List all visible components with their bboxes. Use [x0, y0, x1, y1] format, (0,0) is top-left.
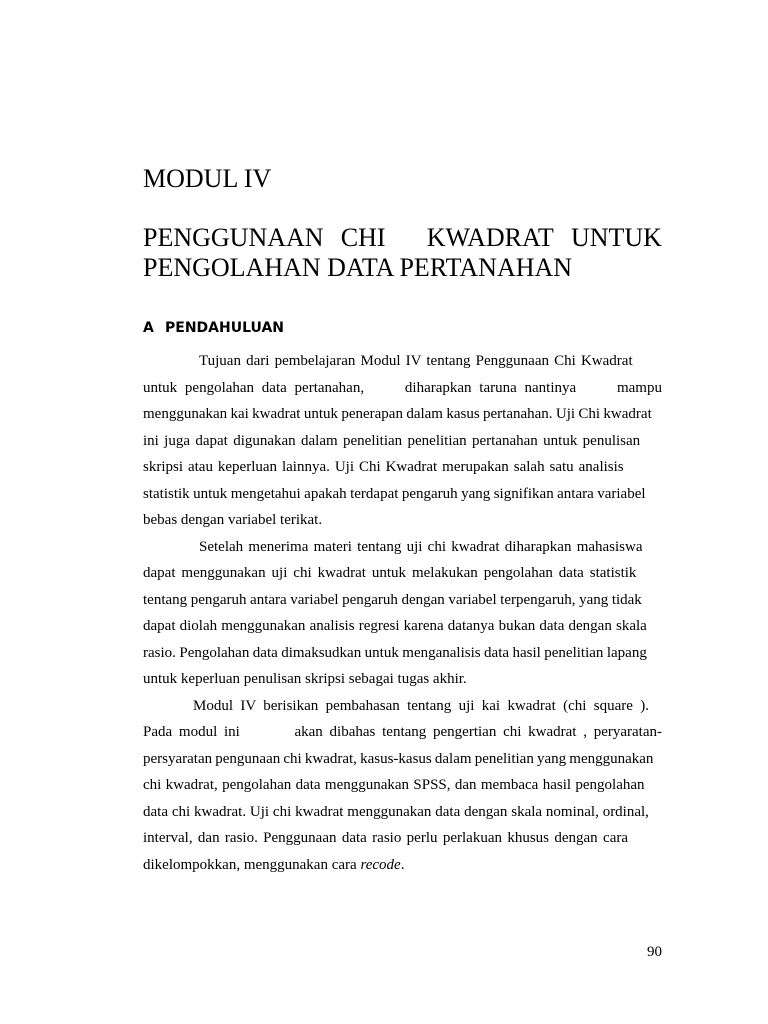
paragraph-line [143, 825, 662, 852]
main-title-word: UNTUK [570, 223, 662, 252]
line-text: Tujuan dari pembelajaran Modul IV tentang Penggunaan Chi Kwadrat [199, 353, 633, 369]
line-text: ini juga dapat digunakan dalam penelitian penelitian pertanahan untuk penulisan [143, 432, 641, 449]
paragraph-line [143, 719, 662, 746]
paragraph-line [143, 560, 662, 587]
line-text: rasio. Pengolahan data dimaksudkan untuk menganalisis data hasil penelitian lapang [143, 644, 647, 661]
line-text: untuk pengolahan data pertanahan, [143, 379, 365, 396]
line-text-start: dikelompokkan, menggunakan cara [143, 856, 357, 873]
section-title: PENDAHULUAN [165, 320, 284, 336]
paragraph-line [143, 481, 662, 508]
main-title-word: KWADRAT [426, 223, 554, 252]
section-letter: A [143, 320, 154, 336]
line-text: chi kwadrat, pengolahan data menggunakan SPSS, dan membaca hasil pengolahan [143, 777, 645, 793]
main-title-line-1 [143, 223, 662, 253]
line-text: akan dibahas tentang pengertian chi kwadrat , peryaratan- [294, 724, 662, 740]
line-text: interval, dan rasio. Penggunaan data rasio perlu perlakuan khusus dengan cara [143, 830, 628, 846]
line-text [143, 852, 404, 879]
paragraph-line [143, 666, 662, 693]
paragraph-line [143, 507, 662, 534]
line-text: dapat menggunakan uji chi kwadrat untuk melakukan pengolahan data statistik [143, 565, 637, 581]
paragraph-line [143, 401, 662, 428]
line-text: skripsi atau keperluan lainnya. Uji Chi Kwadrat merupakan salah satu analisis [143, 459, 624, 475]
line-text: diharapkan taruna nantinya [404, 379, 577, 396]
paragraph-line [143, 852, 662, 879]
page-number: 90 [647, 944, 662, 960]
line-text: menggunakan kai kwadrat untuk penerapan dalam kasus pertanahan. Uji Chi kwadrat [143, 406, 652, 422]
line-text: bebas dengan variabel terikat. [143, 512, 323, 528]
line-text: data chi kwadrat. Uji chi kwadrat menggunakan data dengan skala nominal, ordinal, [143, 803, 649, 820]
paragraph-line [143, 693, 662, 720]
paragraph-line [143, 375, 662, 402]
line-text: tentang pengaruh antara variabel pengaruh dengan variabel terpengaruh, yang tidak [143, 591, 642, 608]
main-title-line-2: PENGOLAHAN DATA PERTANAHAN [143, 253, 573, 282]
paragraph-line [143, 587, 662, 614]
main-title-word: CHI [340, 223, 386, 252]
paragraph-line [143, 746, 662, 773]
paragraph-line [143, 799, 662, 826]
line-text: Setelah menerima materi tentang uji chi kwadrat diharapkan mahasiswa [199, 538, 643, 555]
paragraph-line [143, 348, 662, 375]
paragraph-line [143, 640, 662, 667]
paragraph-line [143, 534, 662, 561]
line-text: untuk keperluan penulisan skripsi sebagai tugas akhir. [143, 671, 467, 687]
main-title [143, 223, 662, 283]
paragraph-line [143, 613, 662, 640]
line-text-end: . [400, 856, 405, 873]
line-text: Pada modul ini [143, 724, 240, 740]
module-title: MODUL IV [143, 164, 272, 193]
paragraph-line [143, 772, 662, 799]
line-text: mampu [616, 379, 662, 396]
section-heading [143, 318, 284, 338]
paragraph-line [143, 454, 662, 481]
main-title-word: PENGGUNAAN [143, 223, 324, 252]
line-text: statistik untuk mengetahui apakah terdapat pengaruh yang signifikan antara variabel [143, 485, 646, 502]
line-text: Modul IV berisikan pembahasan tentang uji kai kwadrat (chi square ). [193, 697, 650, 714]
body-text [143, 348, 662, 878]
line-text: dapat diolah menggunakan analisis regresi karena datanya bukan data dengan skala [143, 618, 647, 634]
italic-term: recode [360, 856, 401, 873]
line-text: persyaratan pengunaan chi kwadrat, kasus-kasus dalam penelitian yang menggunakan [143, 750, 654, 767]
paragraph-line [143, 428, 662, 455]
